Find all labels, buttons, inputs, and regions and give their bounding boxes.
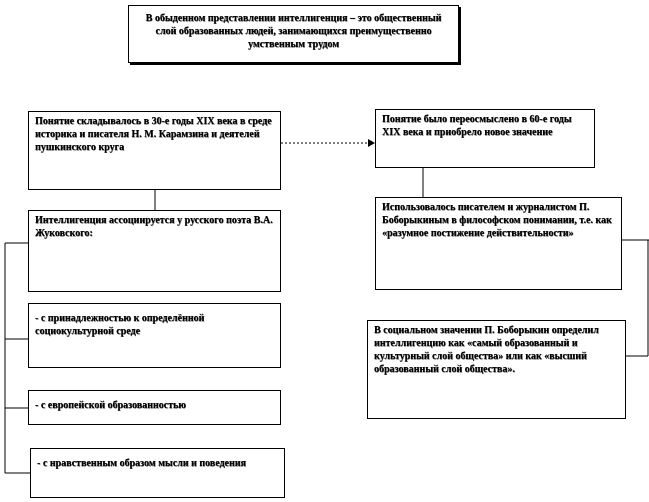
social-meaning-box: В социальном значении П. Боборыкин определил интеллигенцию как «самый образованный и культурный слой общества» или как «высший образованный слой общества». [367,320,626,419]
arrow-head [368,139,375,147]
education-box: - с европейской образованностью [28,390,281,425]
rethink-box: Понятие было переосмыслено в 60-е годы XIX века и приобрело новое значение [375,109,595,168]
top-definition-box: В обыденном представлении интеллигенция – это общественный слой образованных людей, занимающихся преимущественно умственным трудом [128,5,459,63]
moral-box: - с нравственным образом мысли и поведения [30,448,285,498]
association-box: Интеллигенция ассоциируется у русского поэта В.А. Жуковского: [28,210,281,292]
sociocultural-box: - с принадлежностью к определённой социокультурной среде [28,303,281,368]
philosophical-box: Использовалось писателем и журналистом П. Боборыкиным в философском понимании, т.е. как «разумное постижение действительности» [375,197,622,290]
origin-box: Понятие складывалось в 30-е годы XIX века в среде историка и писателя Н. М. Карамзина и деятелей пушкинского круга [28,111,281,190]
